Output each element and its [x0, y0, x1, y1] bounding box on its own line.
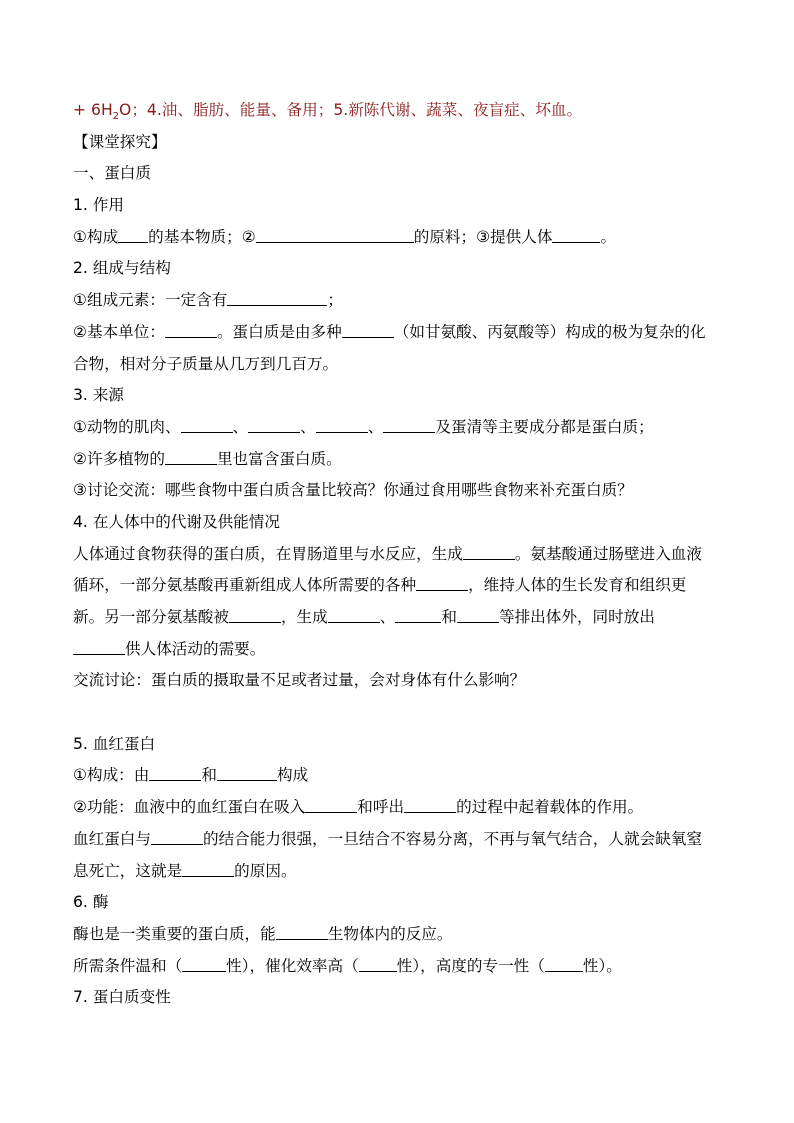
text: 、	[367, 417, 384, 436]
fill-blank	[416, 575, 468, 591]
fill-blank	[256, 227, 414, 243]
fill-blank	[181, 417, 233, 433]
fill-blank	[229, 607, 281, 623]
text: 和呼出	[357, 798, 405, 817]
paragraph	[73, 412, 733, 444]
fill-blank	[316, 417, 368, 433]
paragraph	[73, 285, 733, 317]
text: 的原料；③提供人体	[413, 227, 553, 246]
fill-blank	[383, 417, 435, 433]
text: 的过程中起着载体的作用。	[456, 798, 644, 817]
fill-blank	[359, 956, 397, 972]
fill-blank	[149, 765, 201, 781]
heading-denaturation: 7. 蛋白质变性	[73, 988, 171, 1007]
text: ①动物的肌肉、	[73, 417, 181, 436]
paragraph	[73, 634, 733, 666]
text: 构成	[276, 766, 309, 785]
fill-blank	[217, 765, 277, 781]
paragraph	[73, 919, 733, 951]
text: ②基本单位：	[73, 322, 165, 341]
text: （如甘氨酸、丙氨酸等）构成的极为复杂的化	[393, 322, 706, 341]
text: 。氨基酸通过肠壁进入血液	[514, 544, 702, 563]
text: ；	[327, 291, 343, 310]
text: 循环，一部分氨基酸再重新组成人体所需要的各种	[73, 576, 417, 595]
paragraph: ③讨论交流：哪些食物中蛋白质含量比较高？你通过食用哪些食物来补充蛋白质？	[73, 481, 633, 500]
paragraph	[73, 792, 733, 824]
text: 的原因。	[234, 861, 297, 880]
fill-blank	[328, 607, 380, 623]
fill-blank	[395, 607, 441, 623]
fill-blank	[118, 227, 148, 243]
paragraph	[73, 951, 733, 983]
text: 、	[379, 608, 396, 626]
fill-blank	[165, 322, 217, 338]
heading-enzyme: 6. 酶	[73, 893, 109, 912]
text: ②功能：血液中的血红蛋白在吸入	[73, 798, 306, 817]
fill-blank	[276, 924, 328, 940]
heading-composition: 2. 组成与结构	[73, 259, 171, 278]
fill-blank	[342, 322, 394, 338]
fill-blank	[73, 639, 125, 655]
fill-blank	[457, 607, 499, 623]
fill-blank	[552, 227, 600, 243]
text: 及蛋清等主要成分都是蛋白质；	[435, 417, 654, 436]
answer-text: + 6H	[73, 101, 113, 119]
text: 人体通过食物获得的蛋白质，在胃肠道里与水反应，生成	[73, 544, 463, 563]
spacer	[73, 697, 733, 729]
paragraph	[73, 602, 733, 634]
fill-blank	[151, 829, 203, 845]
text: 的结合能力很强，一旦结合不容易分离，不再与氧气结合，人就会缺氧窒	[202, 829, 702, 848]
text: 和	[441, 608, 457, 626]
paragraph	[73, 222, 733, 254]
text: 的基本物质；②	[148, 227, 256, 246]
heading-metabolism: 4. 在人体中的代谢及供能情况	[73, 512, 280, 531]
text: 、	[300, 417, 316, 436]
answer-line	[73, 95, 733, 127]
paragraph	[73, 856, 733, 888]
heading-hemoglobin: 5. 血红蛋白	[73, 734, 156, 753]
fill-blank	[165, 449, 217, 465]
text: 生物体内的反应。	[327, 924, 453, 943]
paragraph: 合物，相对分子质量从几万到几百万。	[73, 354, 339, 373]
fill-blank	[182, 861, 234, 877]
text: 、	[232, 417, 249, 436]
answer-text: O；4.油、脂肪、能量、备用；5.新陈代谢、蔬菜、夜盲症、坏血。	[119, 101, 583, 119]
text: ②许多植物的	[73, 449, 165, 468]
text: 里也富含蛋白质。	[216, 449, 342, 468]
paragraph	[73, 317, 733, 349]
fill-blank	[305, 797, 357, 813]
fill-blank	[545, 956, 583, 972]
heading-source: 3. 来源	[73, 386, 125, 405]
document-page	[73, 95, 733, 1014]
text: ①构成	[73, 227, 119, 246]
text: 酶也是一类重要的蛋白质，能	[73, 924, 276, 943]
fill-blank	[182, 956, 226, 972]
subscript: 2	[112, 111, 120, 123]
part-title: 一、蛋白质	[73, 164, 151, 183]
text: 性），高度的专一性（	[396, 956, 545, 975]
text: ，维持人体的生长发育和组织更	[468, 576, 687, 595]
paragraph	[73, 824, 733, 856]
text: 新。另一部分氨基酸被	[73, 608, 229, 626]
paragraph: 交流讨论：蛋白质的摄取量不足或者过量，会对身体有什么影响？	[73, 671, 526, 690]
text: 供人体活动的需要。	[125, 639, 266, 658]
fill-blank	[463, 544, 515, 560]
text: 和	[201, 766, 217, 785]
heading-function: 1. 作用	[73, 196, 125, 215]
paragraph	[73, 760, 733, 792]
fill-blank	[248, 417, 300, 433]
paragraph	[73, 570, 733, 602]
text: 等排出体外，同时放出	[498, 608, 655, 626]
text: ，生成	[280, 608, 328, 626]
text: 。蛋白质是由多种	[216, 322, 342, 341]
text: 所需条件温和（	[73, 956, 183, 975]
text: ①组成元素：一定含有	[73, 291, 228, 310]
section-title: 【课堂探究】	[73, 132, 167, 151]
paragraph	[73, 444, 733, 476]
text: 性）。	[582, 956, 622, 975]
fill-blank	[404, 797, 456, 813]
text: 。	[600, 227, 617, 246]
text: ①构成：由	[73, 766, 150, 785]
text: 息死亡，这就是	[73, 861, 183, 880]
paragraph	[73, 539, 733, 571]
fill-blank	[227, 290, 327, 306]
text: 性），催化效率高（	[226, 956, 359, 975]
text: 血红蛋白与	[73, 829, 151, 848]
